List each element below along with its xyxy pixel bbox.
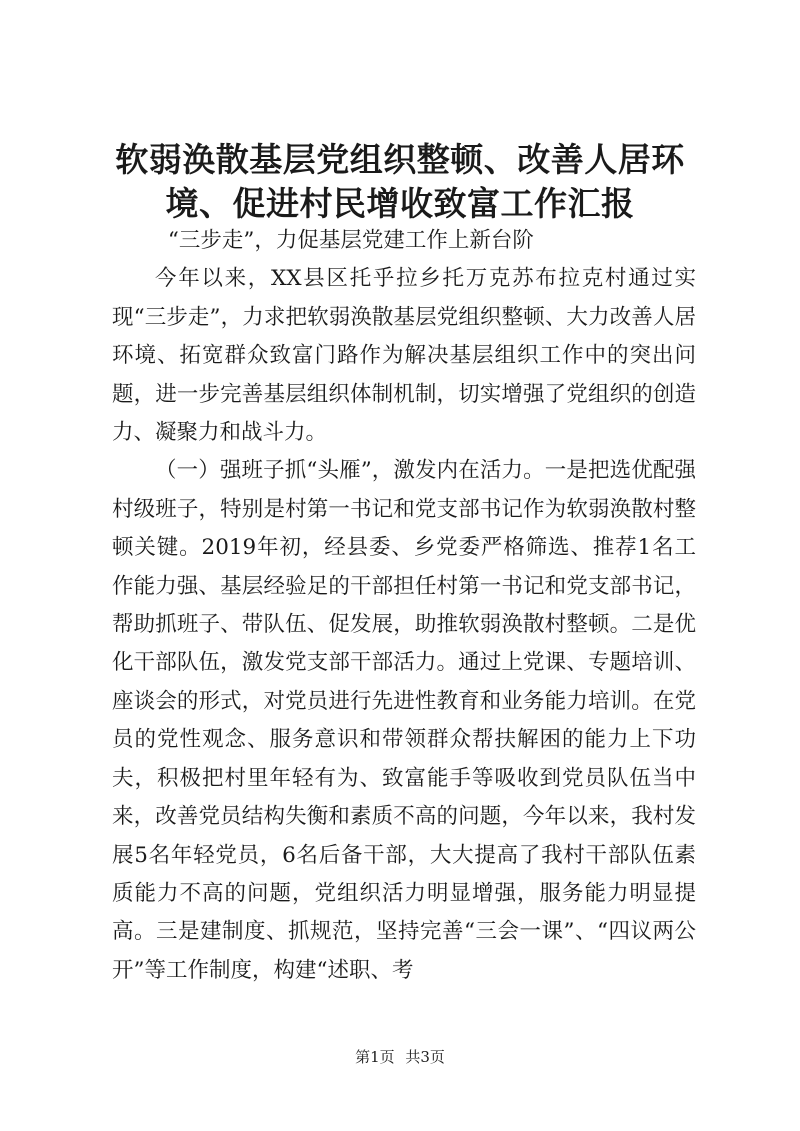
paragraph-intro: 今年以来，XX县区托乎拉乡托万克苏布拉克村通过实现“三步走”，力求把软弱涣散基层党组织整顿、大力改善人居环境、拓宽群众致富门路作为解决基层组织工作中的突出问题，进一步完善基层组织体制机制，切实增强了党组织的创造力、凝聚力和战斗力。 bbox=[112, 266, 696, 446]
document-title: 软弱涣散基层党组织整顿、改善人居环境、促进村民增收致富工作汇报 bbox=[115, 140, 685, 223]
page-footer bbox=[0, 1047, 800, 1067]
document-body bbox=[112, 222, 696, 990]
page-number: 第1页 bbox=[355, 1048, 395, 1066]
page-total: 共3页 bbox=[405, 1048, 445, 1066]
document-subtitle: “三步走”，力促基层党建工作上新台阶 bbox=[167, 228, 534, 253]
paragraph-section-one: （一）强班子抓“头雁”，激发内在活力。一是把选优配强村级班子，特别是村第一书记和党支部书记作为软弱涣散村整顿关键。2019年初，经县委、乡党委严格筛选、推荐1名工作能力强、基层经验足的干部担任村第一书记和党支部书记，帮助抓班子、带队伍、促发展，助推软弱涣散村整顿。二是优化干部队伍，激发党支部干部活力。通过上党课、专题培训、座谈会的形式，对党员进行先进性教育和业务能力培训。在党员的党性观念、服务意识和带领群众帮扶解困的能力上下功夫，积极把村里年轻有为、致富能手等吸收到党员队伍当中来，改善党员结构失衡和素质不高的问题，今年以来，我村发展5名年轻党员，6名后备干部，大大提高了我村干部队伍素质能力不高的问题，党组织活力明显增强，服务能力明显提高。三是建制度、抓规范，坚持完善“三会一课”、“四议两公开”等工作制度，构建“述职、考 bbox=[112, 458, 696, 983]
